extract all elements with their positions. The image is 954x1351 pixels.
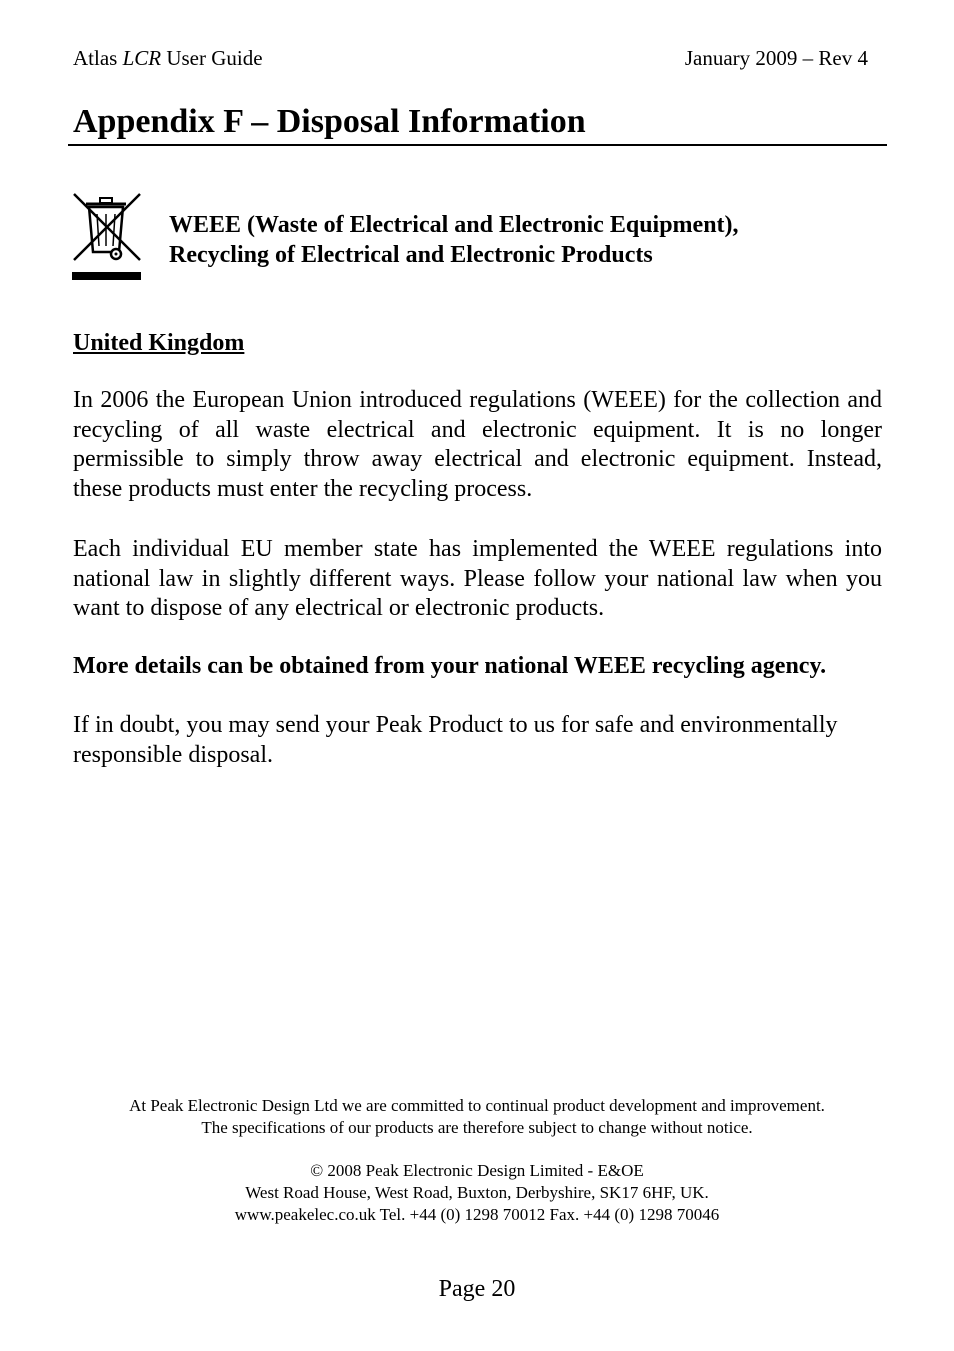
footer-contact bbox=[0, 1160, 954, 1226]
section-heading-united-kingdom: United Kingdom bbox=[73, 330, 245, 356]
crossed-out-wheelie-bin-icon bbox=[72, 192, 142, 282]
footer-disclaimer-line-1: At Peak Electronic Design Ltd we are committed to continual product development and improvement. bbox=[129, 1096, 825, 1115]
page-title: Appendix F – Disposal Information bbox=[73, 103, 586, 140]
paragraph-member-states: Each individual EU member state has implemented the WEEE regulations into national law in slightly different ways. Please follow your national law when you want to dispose of any electrical or electronic products. bbox=[73, 536, 882, 621]
footer-disclaimer bbox=[0, 1095, 954, 1139]
weee-heading-line-2: Recycling of Electrical and Electronic Products bbox=[169, 242, 653, 268]
paragraph-eu-regulations: In 2006 the European Union introduced regulations (WEEE) for the collection and recycling of all waste electrical and electronic equipment. It is no longer permissible to simply throw away electrical and electronic equipment. Instead, these products must enter the recycling process. bbox=[73, 387, 882, 502]
footer-copyright: © 2008 Peak Electronic Design Limited - E&OE bbox=[310, 1161, 644, 1180]
page-number: Page 20 bbox=[438, 1276, 516, 1302]
footer-address: West Road House, West Road, Buxton, Derbyshire, SK17 6HF, UK. bbox=[245, 1183, 709, 1202]
footer-web-phone-fax: www.peakelec.co.uk Tel. +44 (0) 1298 70012 Fax. +44 (0) 1298 70046 bbox=[234, 1205, 720, 1224]
footer-disclaimer-line-2: The specifications of our products are therefore subject to change without notice. bbox=[201, 1118, 753, 1137]
header-title-suffix: User Guide bbox=[161, 46, 263, 70]
weee-heading-line-1: WEEE (Waste of Electrical and Electronic Equipment), bbox=[169, 212, 739, 238]
paragraph-more-details: More details can be obtained from your national WEEE recycling agency. bbox=[73, 653, 827, 679]
header-revision-date: January 2009 – Rev 4 bbox=[684, 46, 868, 70]
header-title-italic: LCR bbox=[122, 46, 162, 70]
weee-heading bbox=[169, 210, 739, 270]
header-document-title bbox=[73, 44, 263, 72]
paragraph-if-in-doubt: If in doubt, you may send your Peak Product to us for safe and environmentally responsible disposal. bbox=[73, 712, 838, 768]
header-title-prefix: Atlas bbox=[73, 46, 123, 70]
title-underline-rule bbox=[68, 144, 887, 146]
